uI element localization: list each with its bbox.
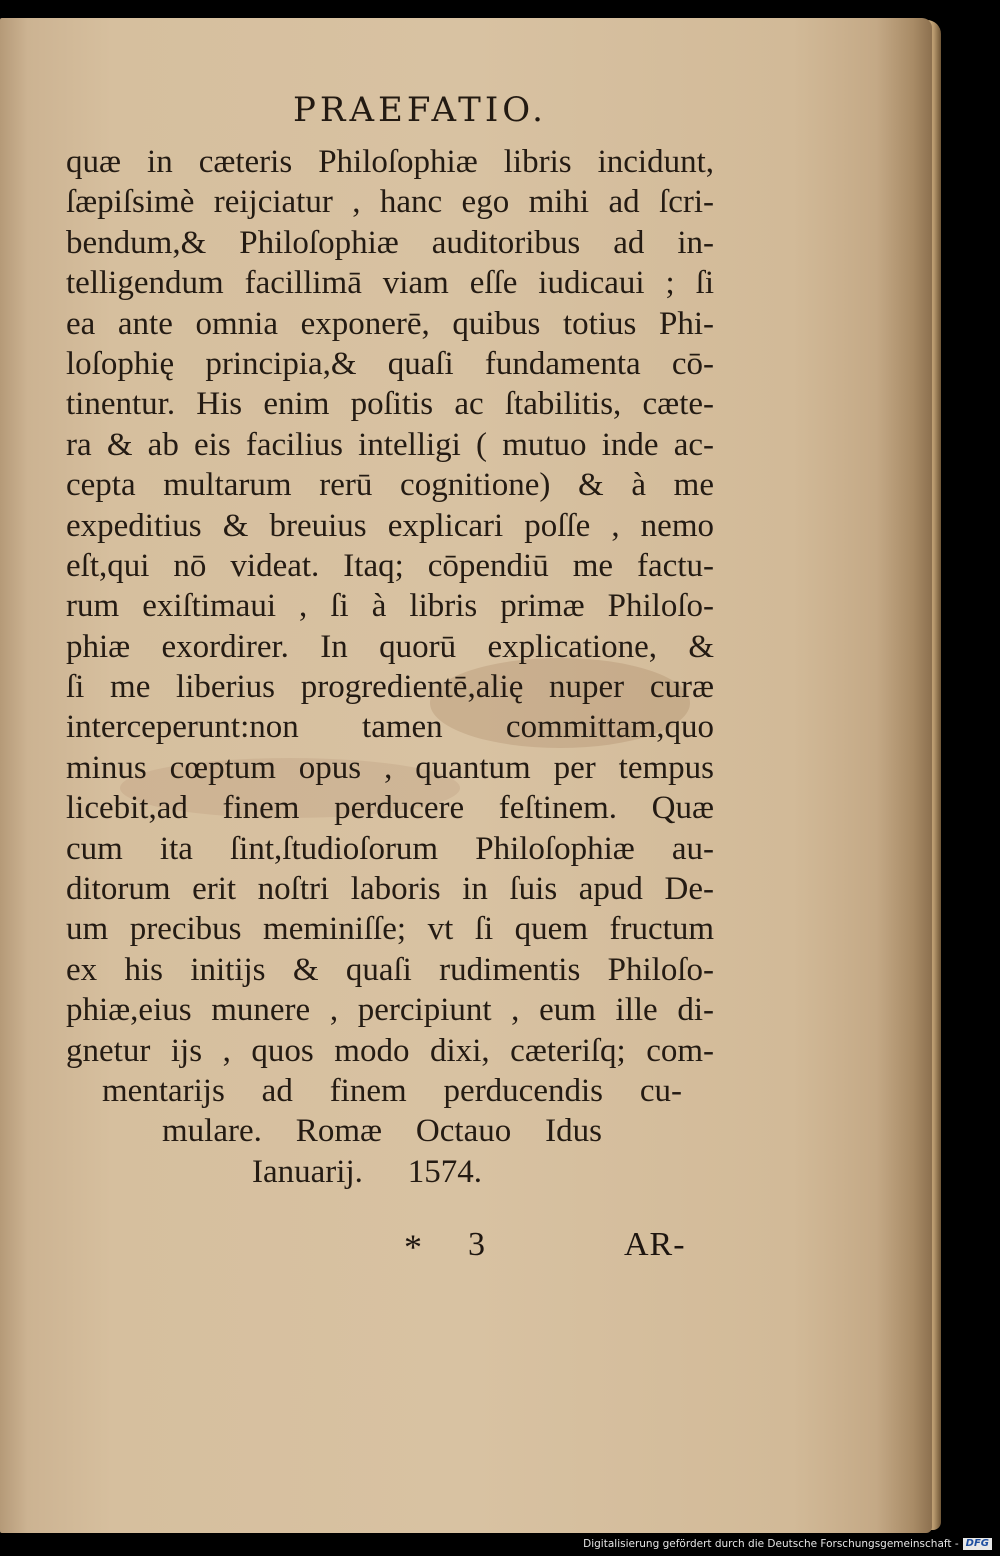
text-line: bendum,& Philoſophiæ auditoribus ad in- bbox=[66, 224, 714, 261]
digitization-credit bbox=[583, 1538, 992, 1550]
text-line: ditorum erit noſtri laboris in ſuis apud De- bbox=[66, 871, 714, 908]
text-line: cepta multarum rerū cognitione) & à me bbox=[66, 467, 714, 504]
text-line: um precibus meminiſſe; vt ſi quem fructum bbox=[66, 911, 714, 948]
text-line: tinentur. His enim poſitis ac ſtabilitis, cæte- bbox=[66, 386, 714, 423]
text-line: ea ante omnia exponerē, quibus totius Phi- bbox=[66, 305, 714, 342]
text-line: minus cœptum opus , quantum per tempus bbox=[66, 749, 714, 786]
text-line: quæ in cæteris Philoſophiæ libris incidunt, bbox=[66, 144, 714, 180]
text-line: ex his initijs & quaſi rudimentis Philoſo- bbox=[66, 951, 714, 988]
text-line: gnetur ijs , quos modo dixi, cæteriſq; com- bbox=[66, 1032, 714, 1069]
text-line: phiæ exordirer. In quorū explicatione, & bbox=[66, 628, 714, 665]
running-head-text: PRAEFATIO. bbox=[293, 90, 547, 130]
book-page bbox=[0, 18, 932, 1533]
text-line: loſophię principia,& quaſi fundamenta cō- bbox=[66, 345, 714, 382]
text-line: phiæ,eius munere , percipiunt , eum ille di- bbox=[66, 992, 714, 1029]
text-line: ſæpiſsimè reijciatur , hanc ego mihi ad ſcri- bbox=[66, 184, 714, 221]
signature-number: 3 bbox=[468, 1226, 485, 1263]
text-line-tail: Ianuarij. 1574. bbox=[252, 1153, 482, 1190]
body-text bbox=[66, 142, 714, 1192]
running-head bbox=[0, 90, 800, 130]
text-line: rum exiſtimaui , ſi à libris primæ Philoſo- bbox=[66, 588, 714, 625]
text-line: eſt,qui nō videat. Itaq; cōpendiū me factu- bbox=[66, 547, 714, 584]
text-line: ra & ab eis facilius intelligi ( mutuo inde ac- bbox=[66, 426, 714, 463]
credit-text: Digitalisierung gefördert durch die Deutsche Forschungsgemeinschaft - bbox=[583, 1538, 959, 1550]
catchword: AR- bbox=[624, 1226, 686, 1263]
signature-mark: * bbox=[404, 1227, 422, 1267]
text-line-tail: mulare. Romæ Octauo Idus bbox=[162, 1113, 602, 1150]
text-line: ſi me liberius progredientē,alię nuper curæ bbox=[66, 669, 714, 706]
dfg-logo: DFG bbox=[963, 1538, 992, 1550]
text-line: interceperunt:non tamen committam,quo bbox=[66, 709, 714, 746]
text-line-tail: mentarijs ad finem perducendis cu- bbox=[102, 1072, 682, 1109]
text-line: cum ita ſint,ſtudioſorum Philoſophiæ au- bbox=[66, 830, 714, 867]
text-line: expeditius & breuius explicari poſſe , nemo bbox=[66, 507, 714, 544]
text-line: licebit,ad finem perducere feſtinem. Quæ bbox=[66, 790, 714, 827]
text-line: telligendum facillimā viam eſſe iudicaui ; ſi bbox=[66, 265, 714, 302]
